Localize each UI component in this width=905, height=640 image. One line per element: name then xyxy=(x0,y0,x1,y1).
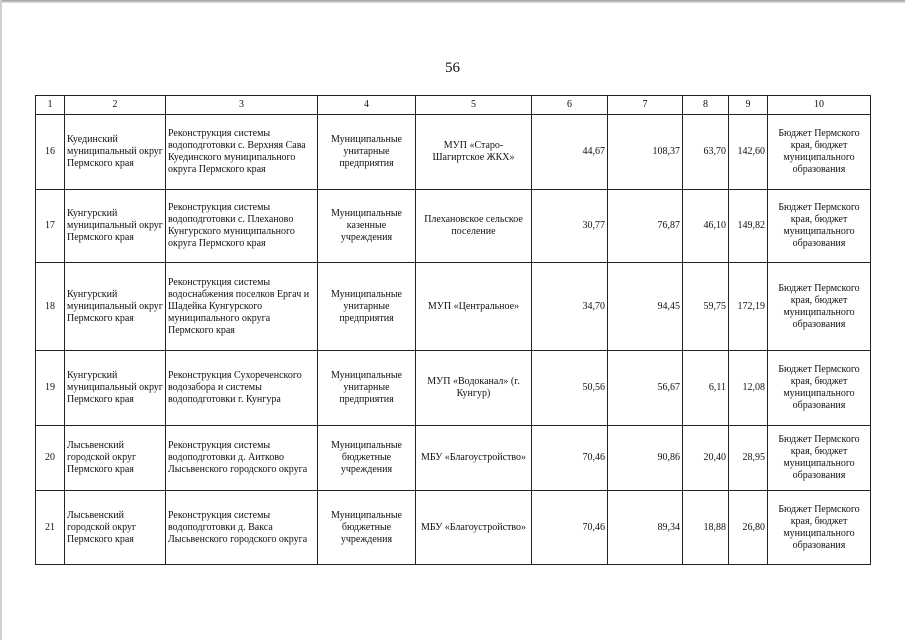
organization-cell: МБУ «Благоустройство» xyxy=(416,491,532,565)
organization-cell: МУП «Водоканал» (г. Кунгур) xyxy=(416,351,532,426)
value-col6: 50,56 xyxy=(532,351,608,426)
funding-source-cell: Бюджет Пермского края, бюджет муниципального образования xyxy=(768,115,871,190)
value-col8: 63,70 xyxy=(683,115,729,190)
row-number: 17 xyxy=(36,190,65,263)
org-type-cell: Муниципальные казенные учреждения xyxy=(318,190,416,263)
value-col8: 18,88 xyxy=(683,491,729,565)
value-col9: 26,80 xyxy=(729,491,768,565)
funding-source-cell: Бюджет Пермского края, бюджет муниципального образования xyxy=(768,351,871,426)
value-col8: 46,10 xyxy=(683,190,729,263)
territory-cell: Лысьвенский городской округ Пермского края xyxy=(65,426,166,491)
scan-edge-top xyxy=(0,0,905,3)
table-row xyxy=(36,263,871,351)
organization-cell: МУП «Старо-Шагиртское ЖКХ» xyxy=(416,115,532,190)
row-number: 19 xyxy=(36,351,65,426)
value-col7: 90,86 xyxy=(608,426,683,491)
funding-source-cell: Бюджет Пермского края, бюджет муниципального образования xyxy=(768,491,871,565)
funding-source-cell: Бюджет Пермского края, бюджет муниципального образования xyxy=(768,263,871,351)
table-row xyxy=(36,115,871,190)
object-cell: Реконструкция системы водоподготовки д. Вакса Лысьвенского городского округа xyxy=(166,491,318,565)
value-col6: 30,77 xyxy=(532,190,608,263)
column-number: 3 xyxy=(166,96,318,115)
column-number-row xyxy=(36,96,871,115)
page-number: 56 xyxy=(445,60,460,76)
column-number: 1 xyxy=(36,96,65,115)
column-number: 7 xyxy=(608,96,683,115)
funding-source-cell: Бюджет Пермского края, бюджет муниципального образования xyxy=(768,426,871,491)
row-number: 16 xyxy=(36,115,65,190)
territory-cell: Лысьвенский городской округ Пермского края xyxy=(65,491,166,565)
row-number: 21 xyxy=(36,491,65,565)
territory-cell: Куединский муниципальный округ Пермского края xyxy=(65,115,166,190)
program-table xyxy=(35,95,871,565)
value-col9: 172,19 xyxy=(729,263,768,351)
column-number: 2 xyxy=(65,96,166,115)
value-col6: 70,46 xyxy=(532,491,608,565)
column-number: 6 xyxy=(532,96,608,115)
value-col6: 34,70 xyxy=(532,263,608,351)
object-cell: Реконструкция системы водоподготовки д. Аитково Лысьвенского городского округа xyxy=(166,426,318,491)
org-type-cell: Муниципальные унитарные предприятия xyxy=(318,115,416,190)
value-col9: 142,60 xyxy=(729,115,768,190)
value-col9: 149,82 xyxy=(729,190,768,263)
scan-edge-left xyxy=(0,0,2,640)
organization-cell: Плехановское сельское поселение xyxy=(416,190,532,263)
value-col7: 76,87 xyxy=(608,190,683,263)
row-number: 20 xyxy=(36,426,65,491)
object-cell: Реконструкция системы водоснабжения поселков Ергач и Шадейка Кунгурского муниципального округа Пермского края xyxy=(166,263,318,351)
org-type-cell: Муниципальные унитарные предприятия xyxy=(318,351,416,426)
table-row xyxy=(36,426,871,491)
object-cell: Реконструкция системы водоподготовки с. Верхняя Сава Куединского муниципального округа Пермского края xyxy=(166,115,318,190)
value-col6: 70,46 xyxy=(532,426,608,491)
value-col9: 12,08 xyxy=(729,351,768,426)
organization-cell: МУП «Центральное» xyxy=(416,263,532,351)
column-number: 5 xyxy=(416,96,532,115)
value-col7: 108,37 xyxy=(608,115,683,190)
org-type-cell: Муниципальные унитарные предприятия xyxy=(318,263,416,351)
value-col8: 20,40 xyxy=(683,426,729,491)
org-type-cell: Муниципальные бюджетные учреждения xyxy=(318,491,416,565)
table-row xyxy=(36,190,871,263)
value-col7: 56,67 xyxy=(608,351,683,426)
organization-cell: МБУ «Благоустройство» xyxy=(416,426,532,491)
org-type-cell: Муниципальные бюджетные учреждения xyxy=(318,426,416,491)
column-number: 9 xyxy=(729,96,768,115)
object-cell: Реконструкция системы водоподготовки с. Плехановo Кунгурского муниципального округа Пермского края xyxy=(166,190,318,263)
column-number: 8 xyxy=(683,96,729,115)
table-row xyxy=(36,491,871,565)
territory-cell: Кунгурский муниципальный округ Пермского края xyxy=(65,263,166,351)
value-col6: 44,67 xyxy=(532,115,608,190)
territory-cell: Кунгурский муниципальный округ Пермского края xyxy=(65,190,166,263)
value-col9: 28,95 xyxy=(729,426,768,491)
value-col7: 94,45 xyxy=(608,263,683,351)
column-number: 4 xyxy=(318,96,416,115)
table-row xyxy=(36,351,871,426)
object-cell: Реконструкция Сухореченского водозабора и системы водоподготовки г. Кунгура xyxy=(166,351,318,426)
value-col7: 89,34 xyxy=(608,491,683,565)
territory-cell: Кунгурский муниципальный округ Пермского края xyxy=(65,351,166,426)
value-col8: 6,11 xyxy=(683,351,729,426)
value-col8: 59,75 xyxy=(683,263,729,351)
column-number: 10 xyxy=(768,96,871,115)
row-number: 18 xyxy=(36,263,65,351)
funding-source-cell: Бюджет Пермского края, бюджет муниципального образования xyxy=(768,190,871,263)
